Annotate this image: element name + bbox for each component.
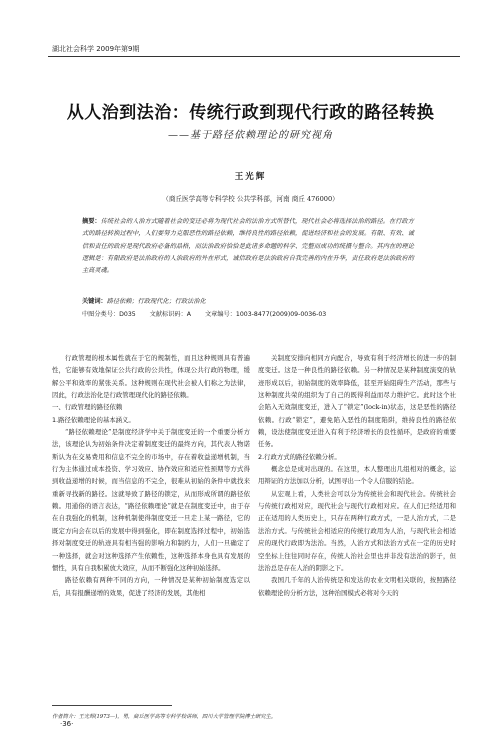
subsection-heading: 2.行政方式的路径依赖分析。	[258, 452, 341, 461]
classification-line	[82, 309, 442, 318]
abstract	[82, 216, 414, 277]
footnote-rule	[52, 705, 172, 706]
abstract-text: 传统社会的人治方式随着社会的变迁必将为现代社会的法治方式所替代，现代社会必将选择法治的路径。在行政方式的路径转换过程中，人们要努力克服恶性的路径依赖，维持良性的路径依赖，促进经济和社会的发展。有限、有效、诚信和责任的政府是现代政府必备的品格，而法治政府恰恰是此诸多命题的科学、完整而成功的统摄与整合。其内在的理论逻辑是：有限政府是法治政府的人治政府的外在形式，诚信政府是法治政府自我完善的内在升华，责任政府是法治政府的主高灵魂。	[82, 218, 414, 275]
page-number: ·36·	[60, 720, 74, 728]
keywords	[82, 296, 422, 305]
keywords-text: 路径依赖；行政现代化；行政法治化	[106, 298, 206, 305]
author-name: 王光辉	[234, 172, 267, 182]
clc-number: 中图分类号：D035	[82, 311, 136, 318]
paragraph: 关制度安排向相同方向配合，导致有利于经济增长的进一步的制度变迁。这是一种良性的路径依赖。另一种情况是某种制度演变的轨迹形成以后，初始制度的效率降低，甚至开始阻碍生产活动，那些与这种制度共荣的组织为了自己的既得利益而尽力维护它。此时这个社会陷入无效制度变迁，进入了“锁定”(lock-in)状态，这是恶性的路径依赖。行政“锁定”，避免陷入恶性的制度陷阱，维持良性的路径依赖，设法使制度变迁进入有利于经济增长的良性循环，是政府的重要任务。	[258, 354, 456, 449]
article-subtitle: ——基于路径依赖理论的研究视角	[168, 130, 333, 141]
paragraph: 路径依赖有两种不同的方向，一种情况是某种初始制度选定以后，具有报酬递增的效果，促进了经济的发展，其他相	[52, 576, 250, 597]
header-rule	[48, 56, 460, 57]
paragraph: 我国几千年的人治传统是和发达的农业文明相关联的，按照路径依赖理论的分析方法，这种治国模式必将对今天的	[258, 576, 456, 597]
journal-header: 湖北社会科学 2009年第9期	[52, 45, 140, 53]
section-heading: 一、行政管理的路径依赖	[52, 403, 123, 412]
author-affiliation: （商丘医学高等专科学校 公共学科部，河南 商丘 476000）	[162, 195, 339, 203]
article-title: 从人治到法治：传统行政到现代行政的路径转换	[66, 103, 435, 123]
document-code: 文献标识码：A	[149, 311, 192, 318]
body-column-right	[258, 352, 456, 599]
author-footnote: 作者简介：王光辉(1973—)，男，商丘医学高等专科学校讲师，四川大学管理学院博士研究生。	[52, 714, 277, 720]
body-column-left	[52, 352, 250, 599]
paragraph: 从宏观上看，人类社会可以分为传统社会和现代社会。传统社会与传统行政相对应，现代社会与现代行政相对应。在人们已经适用和正在适用的人类历史上，只存在两种行政方式，一是人治方式，二是法治方式。与传统社会相适应的传统行政用为人治，与现代社会相适应的现代行政即为法治。当然，人治方式和法治方式在一定的历史时空坐标上往往同时存在，传统人治社会里也并非没有法治的影子，但法治总是存在人治的阴影之下。	[258, 489, 456, 572]
paragraph: 行政管理的根本属性就在于它的规制性，而且这种规则具有普遍性，它能够有效地保证公共行政的公共性，体现公共行政的物理，缓解公平和效率的紧张关系。这种规则在现代社会被人们称之为法律，因此，行政法治化是行政管理现代化的路径依赖。	[52, 354, 250, 400]
abstract-label: 摘要：	[82, 218, 101, 225]
keywords-label: 关键词：	[82, 298, 107, 305]
paragraph: “路径依赖理论”是制度经济学中关于制度变迁的一个重要分析方法，该理论认为初始条件决定着制度变迁的最终方向，其代表人物诺斯认为在交易费用和信息不完全的市场中，存在着收益递增机制，当行为主体通过成本投资、学习效应、协作效应和适应性预期等方式得到收益递增的时候，而当信息的不完全，很难从初始的条件中就找来重新寻找新的路径。这就导致了路径的锁定，从而形成所谓的路径依赖。用通俗的语言表达，“路径依赖理论”就是在制度变迁中，由于存在自我强化的机制，这种机制使得制度变迁一旦走上某一路径，它的既定方向会在以后的发展中得到强化，即在制度选择过程中，初始选择对制度变迁的轨迹具有相当强的影响力和制约力，人们一旦确定了一种选择，就会对这种选择产生依赖性，这种选择本身也具有发展的惯性，具有自我积累放大效应，从而不断强化这种初始选择。	[52, 428, 250, 572]
paragraph: 概念总是成对出现的。在这里，本人整理出几组相对的概念，运用辩证的方法加以分析，试图寻出一个令人信服的结论。	[258, 465, 456, 486]
subsection-heading: 1.路径依赖理论的基本涵义。	[52, 415, 135, 424]
article-number: 文章编号：1003-8477(2009)09-0036-03	[205, 311, 327, 318]
